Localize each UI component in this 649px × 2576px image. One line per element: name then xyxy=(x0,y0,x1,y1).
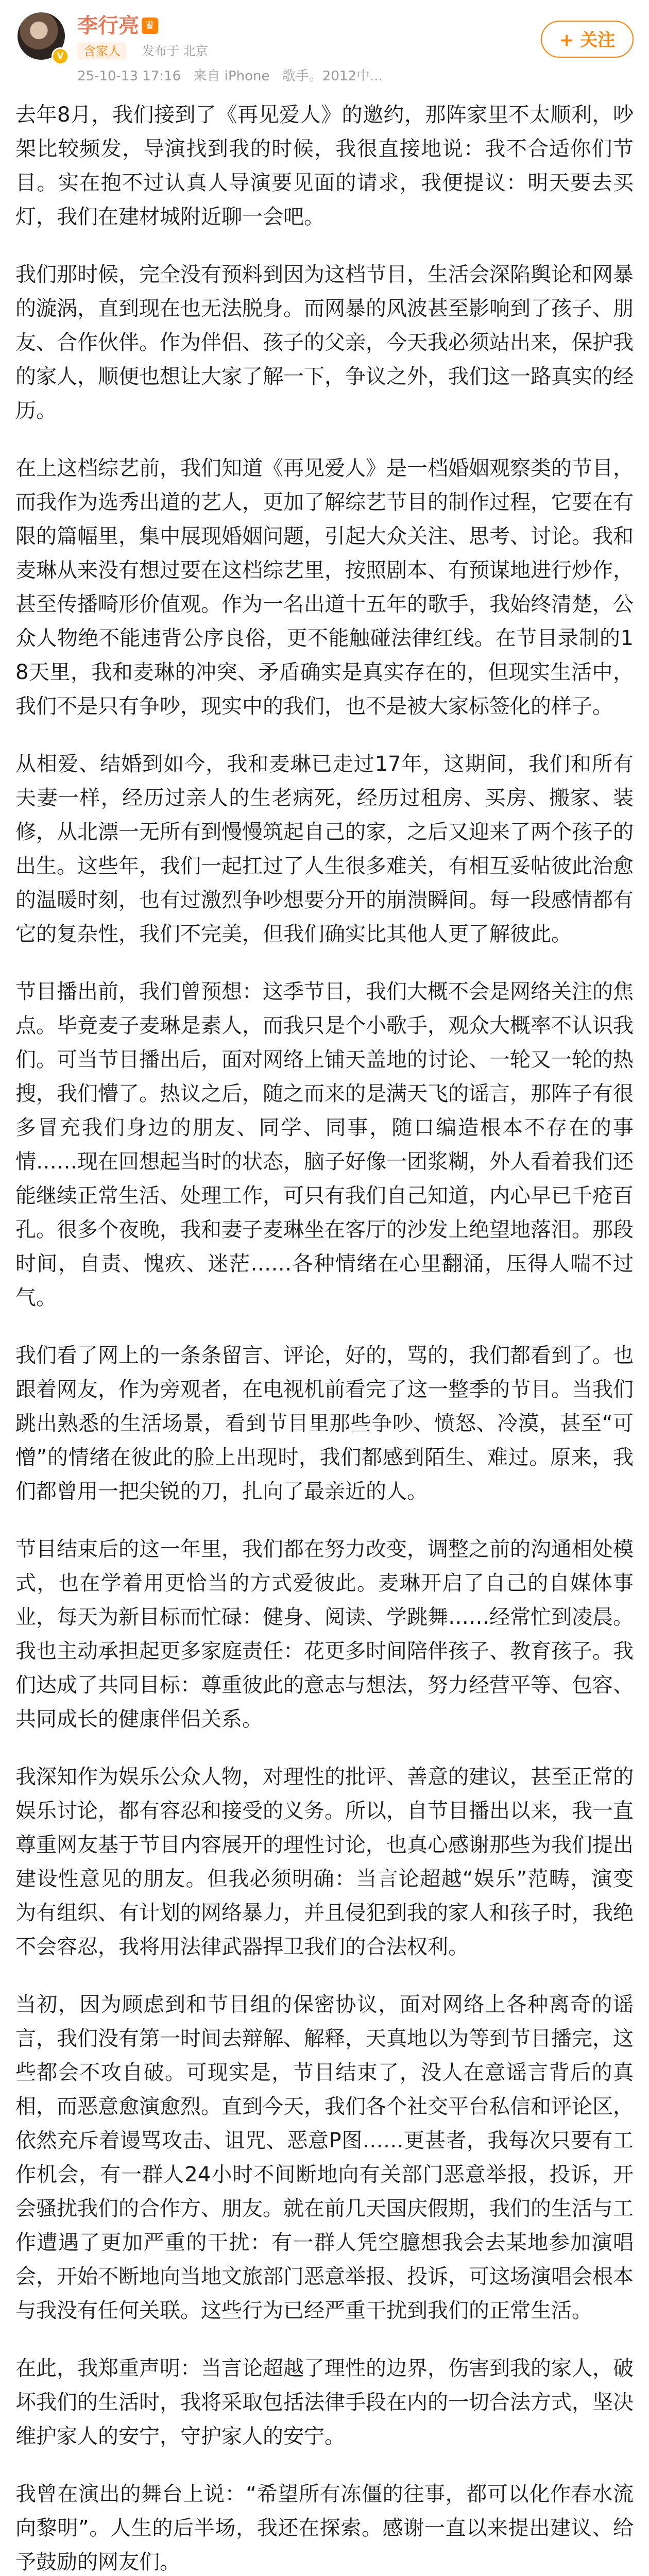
follow-button[interactable]: + 关注 xyxy=(541,21,634,58)
post-paragraph: 我深知作为娱乐公众人物，对理性的批评、善意的建议，甚至正常的娱乐讨论，都有容忍和接受的义务。所以，自节目播出以来，我一直尊重网友基于节目内容展开的理性讨论，也真心感谢那些为我们提出建设性意见的朋友。但我必须明确：当言论超越“娱乐”范畴，演变为有组织、有计划的网络暴力，并且侵犯到我的家人和孩子时，我绝不会容忍，我将用法律武器捍卫我们的合法权利。 xyxy=(15,1765,634,1959)
vip-crown-icon[interactable]: ♛ xyxy=(142,18,158,34)
post-paragraph: 当初，因为顾虑到和节目组的保密协议，面对网络上各种离奇的谣言，我们没有第一时间去辩解、解释，天真地以为等到节目播完，这些都会不攻自破。可现实是，节目结束了，没人在意谣言背后的真相，而恶意愈演愈烈。直到今天，我们各个社交平台私信和评论区，依然充斥着谩骂攻击、诅咒、恶意P图……更甚者，我每次只要有工作机会，有一群人24小时不间断地向有关部门恶意举报，投诉，开会骚扰我们的合作方、朋友。就在前几天国庆假期，我们的生活与工作遭遇了更加严重的干扰：有一群人凭空臆想我会去某地参加演唱会，开始不断地向当地文旅部门恶意举报、投诉，可这场演唱会根本与我没有任何关联。这些行为已经严重干扰到我们的正常生活。 xyxy=(15,1993,634,2323)
post-paragraph: 从相爱、结婚到如今，我和麦琳已走过17年，这期间，我们和所有夫妻一样，经历过亲人的生老病死，经历过租房、买房、搬家、装修，从北漂一无所有到慢慢筑起自己的家，之后又迎来了两个孩子的出生。这些年，我们一起扛过了人生很多难关，有相互妥帖彼此治愈的温暖时刻，也有过激烈争吵想要分开的崩溃瞬间。每一段感情都有它的复杂性，我们不完美，但我们确实比其他人更了解彼此。 xyxy=(15,752,634,946)
post-paragraph: 我们那时候，完全没有预料到因为这档节目，生活会深陷舆论和网暴的漩涡，直到现在也无法脱身。而网暴的风波甚至影响到了孩子、朋友、合作伙伴。作为伴侣、孩子的父亲，今天我必须站出来，保护我的家人，顺便也想让大家了解一下，争议之外，我们这一路真实的经历。 xyxy=(15,263,634,422)
verified-v-icon: V xyxy=(52,47,69,65)
post-paragraph: 节目播出前，我们曾预想：这季节目，我们大概不会是网络关注的焦点。毕竟麦子麦琳是素人，而我只是个小歌手，观众大概率不认识我们。可当节目播出后，面对网络上铺天盖地的讨论、一轮又一轮的热搜，我们懵了。热议之后，随之而来的是满天飞的谣言，那阵子有很多冒充我们身边的朋友、同学、同事，随口编造根本不存在的事情……现在回想起当时的状态，脑子好像一团浆糊，外人看着我们还能继续正常生活、处理工作，可只有我们自己知道，内心早已千疮百孔。很多个夜晚，我和妻子麦琳坐在客厅的沙发上绝望地落泪。那段时间，自责、愧疚、迷茫……各种情绪在心里翻涌，压得人喘不过气。 xyxy=(15,980,634,1310)
author-role: 歌手。2012中... xyxy=(282,69,383,84)
author-tag: 含家人 xyxy=(77,42,127,60)
post-location: 发布于 北京 xyxy=(142,44,208,58)
post-source: 来自 iPhone xyxy=(193,69,270,84)
post-paragraph: 节目结束后的这一年里，我们都在努力改变，调整之前的沟通相处模式，也在学着用更恰当的方式爱彼此。麦琳开启了自己的自媒体事业，每天为新目标而忙碌：健身、阅读、学跳舞……经常忙到凌晨。我也主动承担起更多家庭责任：花更多时间陪伴孩子、教育孩子。我们达成了共同目标：尊重彼此的意志与想法，努力经营平等、包容、共同成长的健康伴侣关系。 xyxy=(15,1537,634,1731)
post-meta xyxy=(77,67,391,86)
post-body xyxy=(15,98,634,2576)
post-paragraph: 在上这档综艺前，我们知道《再见爱人》是一档婚姻观察类的节目，而我作为选秀出道的艺人，更加了解综艺节目的制作过程，它要在有限的篇幅里，集中展现婚姻问题，引起大众关注、思考、讨论。我和麦琳从来没有想过要在这档综艺里，按照剧本、有预谋地进行炒作，甚至传播畸形价值观。作为一名出道十五年的歌手，我始终清楚，公众人物绝不能违背公序良俗，更不能触碰法律红线。在节目录制的18天里，我和麦琳的冲突、矛盾确实是真实存在的，但现实生活中，我们不是只有争吵，现实中的我们，也不是被大家标签化的样子。 xyxy=(15,456,634,718)
post-paragraph: 我曾在演出的舞台上说：“希望所有冻僵的往事，都可以化作春水流向黎明”。人生的后半场，我还在探索。感谢一直以来提出建议、给予鼓励的网友们。 xyxy=(15,2482,634,2574)
post-paragraph: 去年8月，我们接到了《再见爱人》的邀约，那阵家里不太顺利，吵架比较频发，导演找到我的时候，我很直接地说：我不合适你们节目。实在抱不过认真人导演要见面的请求，我便提议：明天要去买灯，我们在建材城附近聊一会吧。 xyxy=(15,103,634,229)
author-name[interactable]: 李行亮 xyxy=(77,14,139,38)
post-time: 25-10-13 17:16 xyxy=(77,69,181,84)
post-header xyxy=(0,0,649,103)
post-paragraph: 在此，我郑重声明：当言论超越了理性的边界，伤害到我的家人，破坏我们的生活时，我将采取包括法律手段在内的一切合法方式，坚决维护家人的安宁，守护家人的安宁。 xyxy=(15,2357,634,2448)
post-paragraph: 我们看了网上的一条条留言、评论，好的，骂的，我们都看到了。也跟着网友，作为旁观者，在电视机前看完了这一整季的节目。当我们跳出熟悉的生活场景，看到节目里那些争吵、愤怒、冷漠，甚至“可憎”的情绪在彼此的脸上出现时，我们都感到陌生、难过。原来，我们都曾用一把尖锐的刀，扎向了最亲近的人。 xyxy=(15,1344,634,1503)
